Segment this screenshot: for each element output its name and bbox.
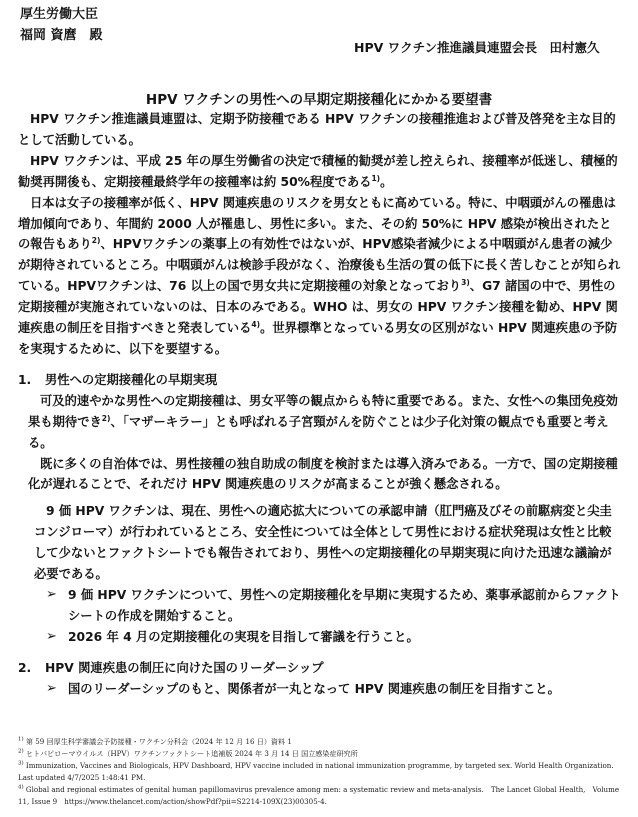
footnote-1-mark: 1): [18, 736, 24, 743]
section-2-title: HPV 関連疾患の制圧に向けた国のリーダーシップ: [45, 660, 324, 675]
section-1-bullet-1-text: 9 価 HPV ワクチンについて、男性への定期接種化を早期に実現するため、薬事承認前からファクトシートの作成を開始すること。: [68, 587, 621, 623]
bullet-arrow-icon: ➢: [46, 586, 57, 602]
recipient-name: 福岡 資麿 殿: [20, 28, 103, 43]
bullet-arrow-icon: ➢: [46, 680, 57, 696]
section-1-bullet-2: [18, 627, 622, 648]
footnote-2: [18, 748, 622, 760]
footnote-4-mark: 4): [18, 784, 24, 791]
footnote-3-mark: 3): [18, 760, 24, 767]
recipient-block: [20, 4, 103, 46]
footnote-ref-4: 4): [251, 319, 261, 329]
section-2-heading: [18, 658, 622, 679]
footnote-3: [18, 760, 622, 772]
section-1-bullet-1: [18, 585, 622, 627]
footnote-2-text: ヒトパピローマウイルス（HPV）ワクチンファクトシート追補版 2024 年 3 月 14 日 国立感染症研究所: [23, 749, 358, 758]
footnote-3-continued: [18, 772, 622, 784]
section-1-heading: [18, 370, 622, 391]
section-1-footnote-ref: 2): [101, 413, 111, 423]
footnotes: [18, 736, 622, 808]
intro-paragraph-2-text: HPV ワクチンは、平成 25 年の厚生労働省の決定で積極的勧奨が差し控えられ、接種率が低迷し、積極的勧奨再開後も、定期接種最終学年の接種率は約 50%程度である: [18, 153, 618, 189]
footnote-1-text: 第 59 回厚生科学審議会予防接種・ワクチン分科会（2024 年 12 月 16 日）資料 1: [23, 737, 292, 746]
footnote-4: [18, 784, 622, 808]
section-1-paragraph-2: 既に多くの自治体では、男性接種の独自助成の制度を検討または導入済みである。一方で、国の定期接種化が遅れることで、それだけ HPV 関連疾患のリスクが高まることが強く懸念される。: [28, 456, 618, 492]
intro-paragraph-3c: 、G7 諸国の中で、男性の定期接種が実施されていないのは、日本のみである。WHO は、男女の HPV ワクチン接種を勧め、HPV 関連疾患の制圧を目指すべきと発表している: [18, 279, 618, 336]
section-1-number: 1.: [18, 372, 32, 387]
bullet-arrow-icon: ➢: [46, 628, 57, 644]
section-1-paragraph-1: [18, 391, 622, 454]
section-1-paragraph-1b: 、「マザーキラー」とも呼ばれる子宮頸がんを防ぐことは少子化対策の観点でも重要と考える。: [28, 414, 609, 450]
footnote-ref-2: 2): [91, 236, 101, 246]
section-1-paragraph-1a: 可及的速やかな男性への定期接種は、男女平等の観点からも特に重要である。また、女性への集団免疫効果も期待でき: [28, 393, 618, 429]
section-2-bullet-1: [18, 679, 622, 700]
document-title: HPV ワクチンの男性への早期定期接種化にかかる要望書: [145, 92, 493, 108]
footnote-3-text: Immunization, Vaccines and Biologicals, HPV Dashboard, HPV vaccine included in national immunization programme, by targeted sex. World Health Organization.: [23, 761, 614, 770]
section-1-title: 男性への定期接種化の早期実現: [45, 372, 218, 387]
document-body: [18, 109, 622, 699]
footnote-ref-3: 3): [461, 278, 470, 288]
section-1-paragraph-3: 9 価 HPV ワクチンは、現在、男性への適応拡大についての承認申請（肛門癌及びその前駆病変と尖圭コンジローマ）が行われているところ、安全性については全体として男性における症状発現は女性と比較して少ないとファクトシートでも報告されており、男性への定期接種化の早期実現に向けた迅速な議論が必要である。: [34, 504, 612, 582]
intro-paragraph-1: HPV ワクチン推進議員連盟は、定期予防接種である HPV ワクチンの接種推進および普及啓発を主な目的として活動している。: [18, 112, 616, 147]
intro-paragraph-2-end: 。: [380, 174, 393, 189]
footnote-3b-text: Last updated 4/7/2025 1:48:41 PM.: [18, 773, 146, 782]
section-1-bullet-2-text: 2026 年 4 月の定期接種化の実現を目指して審議を行うこと。: [68, 629, 419, 644]
recipient-title: 厚生労働大臣: [20, 7, 99, 22]
intro-paragraph-3a: 日本は女子の接種率が低く、HPV 関連疾患のリスクを男女ともに高めている。特に、中咽頭がんの罹患は増加傾向であり、年間約 2000 人が罹患し、男性に多い。また、その約 50%に HPV 感染が検出されたとの報告もあり: [18, 195, 616, 252]
intro-paragraph-3d: 。世界標準となっている男女の区別がない HPV 関連疾患の予防を実現するために、以下を要望する。: [18, 321, 618, 356]
intro-paragraph-3: [18, 193, 622, 360]
footnote-1: [18, 736, 622, 748]
intro-paragraph-2: [18, 151, 622, 193]
footnote-2-mark: 2): [18, 748, 24, 755]
intro-paragraph-3b: 、HPVワクチンの薬事上の有効性ではないが、HPV感染者減少による中咽頭がん患者の減少が期待されているところ。中咽頭がんは検診手段がなく、治療後も生活の質の低下に長く苦しむことが知られている。HPVワクチンは、76 以上の国で男女共に定期接種の対象となっており: [18, 237, 621, 294]
sender-line: HPV ワクチン推進議員連盟会長 田村憲久: [354, 40, 600, 55]
footnote-ref-1: 1): [371, 173, 381, 183]
section-2-bullet-1-text: 国のリーダーシップのもと、関係者が一丸となって HPV 関連疾患の制圧を目指すこと。: [68, 681, 560, 696]
section-2-number: 2.: [18, 660, 32, 675]
footnote-4-text: Global and regional estimates of genital human papillomavirus prevalence among men: a systematic review and meta-analysis. The Lancet Global Health, Volume 11, Issue 9 https://www.thelancet.com/action/showPdf?pii=S2214-109X(23)00305-4.: [18, 785, 620, 806]
